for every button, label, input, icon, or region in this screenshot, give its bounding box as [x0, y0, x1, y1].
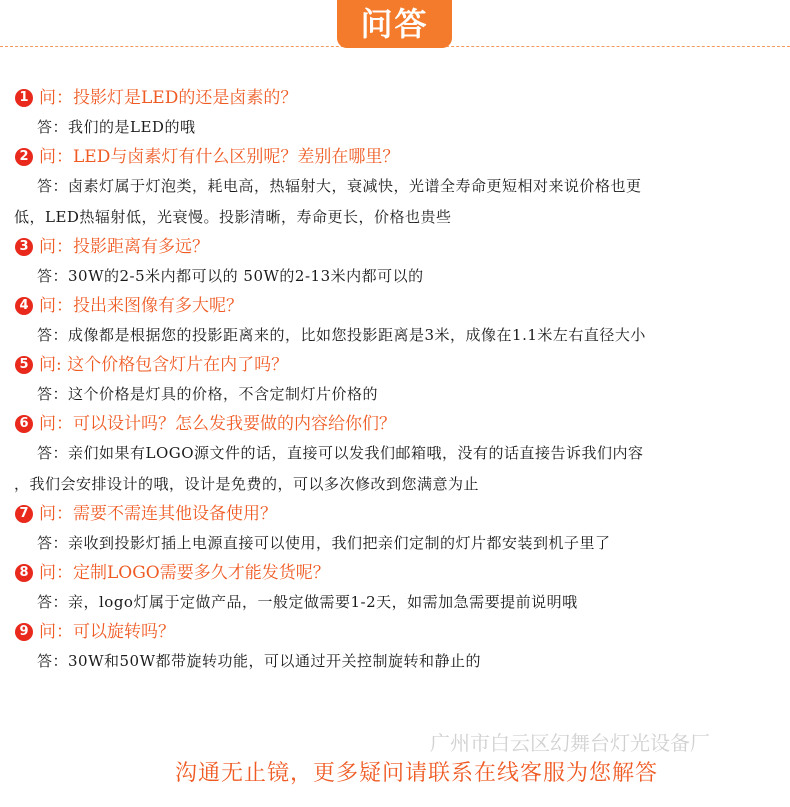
answer-line: 答：我们的是LED的哦	[37, 118, 196, 136]
answer	[0, 379, 790, 410]
answer-line: 答：成像都是根据您的投影距离来的，比如您投影距离是3米，成像在1.1米左右直径大小	[37, 326, 646, 344]
qa-item	[0, 410, 790, 500]
answer-line: 答：卤素灯属于灯泡类，耗电高，热辐射大，衰减快，光谱全寿命更短相对来说价格也更	[37, 177, 642, 195]
answer	[0, 438, 790, 500]
question	[0, 292, 790, 320]
number-badge: 9	[15, 623, 33, 641]
question-text: 问：投影距离有多远？	[39, 237, 209, 257]
question-text: 问：投出来图像有多大呢？	[39, 296, 243, 316]
question-text: 问: 这个价格包含灯片在内了吗？	[39, 355, 289, 375]
question	[0, 500, 790, 528]
answer	[0, 261, 790, 292]
question	[0, 84, 790, 112]
number-badge: 6	[15, 415, 33, 433]
qa-item	[0, 618, 790, 677]
footer-text: 沟通无止镜，更多疑问请联系在线客服为您解答	[175, 761, 659, 786]
number-badge: 4	[15, 297, 33, 315]
answer-line: 答：亲收到投影灯插上电源直接可以使用，我们把亲们定制的灯片都安装到机子里了	[37, 534, 611, 552]
qa-item	[0, 143, 790, 233]
question-text: 问：LED与卤素灯有什么区别呢？差别在哪里？	[39, 147, 400, 167]
number-badge: 3	[15, 238, 33, 256]
qa-item	[0, 500, 790, 559]
answer	[0, 112, 790, 143]
number-badge: 5	[15, 356, 33, 374]
answer-line: 答：亲，logo灯属于定做产品，一般定做需要1-2天，如需加急需要提前说明哦	[37, 593, 578, 611]
question	[0, 559, 790, 587]
answer	[0, 320, 790, 351]
answer-line: 低，LED热辐射低，光衰慢。投影清晰，寿命更长，价格也贵些	[14, 208, 452, 226]
question-text: 问：定制LOGO需要多久才能发货呢？	[39, 563, 330, 583]
answer-line: 答：这个价格是灯具的价格，不含定制灯片价格的	[37, 385, 379, 403]
question	[0, 410, 790, 438]
question	[0, 143, 790, 171]
question	[0, 351, 790, 379]
answer-line: 答：30W的2-5米内都可以的 50W的2-13米内都可以的	[37, 267, 424, 285]
question-text: 问：投影灯是LED的还是卤素的？	[39, 88, 298, 108]
question-text: 问：可以设计吗？怎么发我要做的内容给你们？	[39, 414, 396, 434]
qa-item	[0, 292, 790, 351]
answer-line: 答：亲们如果有LOGO源文件的话，直接可以发我们邮箱哦，没有的话直接告诉我们内容	[37, 444, 644, 462]
question-text: 问：可以旋转吗？	[39, 622, 175, 642]
answer	[0, 528, 790, 559]
qa-item	[0, 559, 790, 618]
number-badge: 1	[15, 89, 33, 107]
answer	[0, 646, 790, 677]
answer-line: 答：30W和50W都带旋转功能，可以通过开关控制旋转和静止的	[37, 652, 482, 670]
question-text: 问：需要不需连其他设备使用？	[39, 504, 277, 524]
qa-list	[0, 84, 790, 677]
qa-item	[0, 233, 790, 292]
answer-line: ，我们会安排设计的哦，设计是免费的，可以多次修改到您满意为止	[14, 475, 480, 493]
question	[0, 618, 790, 646]
qa-item	[0, 84, 790, 143]
question	[0, 233, 790, 261]
page-title: 问答	[337, 0, 452, 48]
number-badge: 8	[15, 564, 33, 582]
qa-item	[0, 351, 790, 410]
answer	[0, 587, 790, 618]
number-badge: 2	[15, 148, 33, 166]
number-badge: 7	[15, 505, 33, 523]
header	[0, 0, 790, 60]
watermark: 广州市白云区幻舞台灯光设备厂	[430, 731, 710, 755]
answer	[0, 171, 790, 233]
